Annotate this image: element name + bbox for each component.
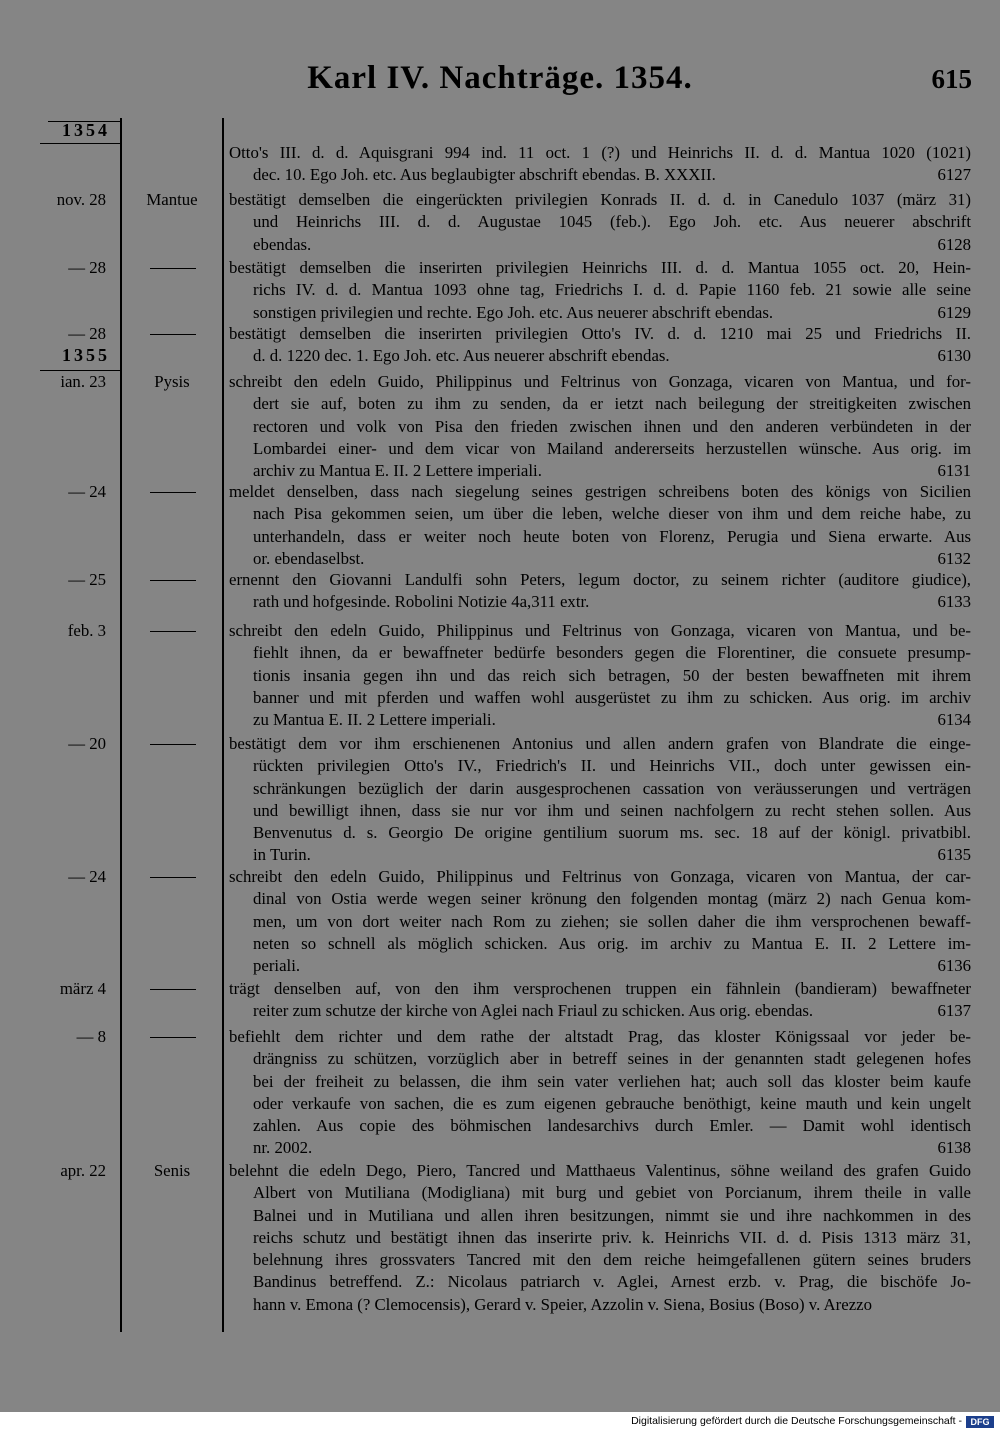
entry-date: — 24 — [68, 482, 106, 501]
entry-line-text: bestätigt dem vor ihm erschienenen Antonius und allen andern grafen von Blandrate die einge- — [229, 734, 971, 753]
place-ditto-dash — [150, 877, 196, 878]
entry-date: — 28 — [68, 258, 106, 277]
entry-line — [229, 1071, 971, 1093]
entry-date: — 25 — [68, 570, 106, 589]
entry-date: märz 4 — [59, 979, 106, 998]
regest-number: 6129 — [937, 302, 971, 322]
entry-line-text: bestätigt demselben die inserirten privilegien Otto's IV. d. d. 1210 mai 25 und Friedrichs II. — [229, 324, 971, 343]
entry-line — [229, 548, 971, 570]
entry-line-text: nr. 2002. — [253, 1138, 313, 1158]
entry-line — [229, 778, 971, 800]
entry-line — [229, 234, 971, 256]
entry-text — [229, 142, 971, 187]
entry-line-text: bestätigt demselben die inserirten privilegien Heinrichs III. d. d. Mantua 1055 oct. 20, Hein- — [229, 258, 971, 277]
entry-line-text: rectoren und volk von Pisa den frieden zwischen ihnen und den anderen verbündeten in der — [253, 416, 971, 436]
entry-line — [229, 1137, 971, 1159]
entry-line-text: und Heinrichs III. d. d. Augustae 1045 (feb.). Ego Joh. etc. Aus neuerer abschrift — [253, 212, 971, 232]
entry-text — [229, 323, 971, 368]
entry-line — [229, 1048, 971, 1070]
place-ditto-dash — [150, 989, 196, 990]
entry-text — [229, 978, 971, 1023]
entry-line-text: men, um von dort weiter nach Rom zu ziehen; sie sollen daher die ihm versprochenen bewaff- — [253, 911, 971, 931]
column-rule-left — [120, 118, 122, 1332]
entry-line-text: schränkungen bezüglich der darin ausgesprochenen cassation von veräusserungen und verträgen — [253, 778, 971, 798]
entry-line — [229, 733, 971, 755]
entry-line — [229, 503, 971, 525]
place-ditto-dash — [150, 492, 196, 493]
entry-text — [229, 1160, 971, 1316]
entry-line-text: tionis insania gegen ihn und das reich sich betragen, 50 der besten bewaffneten mit ihrem — [253, 665, 971, 685]
year-label-1355: 1355 — [62, 345, 110, 365]
page-number: 615 — [931, 64, 972, 94]
entry-place: Pysis — [154, 372, 190, 391]
entry-line-text: Benvenutus d. s. Georgio De origine gentilium suorum ms. sec. 18 auf der königl. privatbibl. — [253, 823, 971, 843]
entry-line — [229, 1227, 971, 1249]
entry-line-text: reiter zum schutze der kirche von Aglei nach Friaul zu schicken. Aus orig. ebendas. — [253, 1001, 814, 1021]
entry-line — [229, 438, 971, 460]
footer-credit: Digitalisierung gefördert durch die Deutsche Forschungsgemeinschaft - — [631, 1415, 962, 1427]
entry-date: apr. 22 — [60, 1161, 106, 1180]
entry-line — [229, 866, 971, 888]
entry-line — [229, 460, 971, 482]
regest-number: 6128 — [937, 234, 971, 254]
entry-line-text: fiehlt ihnen, da er bewaffneter bedürfe besonders gegen die Florentiner, die consuete presump- — [253, 643, 971, 663]
regest-number: 6135 — [937, 845, 971, 865]
year-underline — [40, 143, 120, 144]
entry-line-text: dinal von Ostia werde wegen seiner krönung den folgenden montag (märz 2) nach Genua kom- — [253, 889, 971, 909]
entry-line-text: rückten privilegien Otto's IV., Friedrich's II. und Heinrichs VII., doch unter gewissen ein- — [253, 756, 971, 776]
entry-line-text: belehnung ihres grossvaters Tancred mit den dem reiche heimgefallenen gütern seines bruders — [253, 1250, 971, 1270]
entry-line — [229, 1160, 971, 1182]
dfg-logo: DFG — [966, 1416, 994, 1428]
entry-line — [229, 189, 971, 211]
entry-line — [229, 755, 971, 777]
entry-line-text: dec. 10. Ego Joh. etc. Aus beglaubigter abschrift ebendas. B. XXXII. — [253, 165, 716, 185]
entry-line-text: Balnei und in Mutiliana und allen ihren besitzungen, nimmt sie und ihre nachkommen in des — [253, 1205, 971, 1225]
entry-line-text: neten so schnell als möglich schicken. Aus orig. im archiv zu Mantua E. II. 2 Lettere im- — [253, 933, 971, 953]
entry-line — [229, 142, 971, 164]
place-ditto-dash — [150, 1037, 196, 1038]
entry-line-text: Otto's III. d. d. Aquisgrani 994 ind. 11 oct. 1 (?) und Heinrichs II. d. d. Mantua 1020 (1021) — [229, 143, 971, 162]
entry-place: Senis — [153, 1161, 191, 1180]
entry-line — [229, 164, 971, 186]
regest-number: 6132 — [937, 548, 971, 568]
entry-line — [229, 1205, 971, 1227]
entry-line — [229, 211, 971, 233]
entry-line — [229, 955, 971, 977]
entry-line-text: in Turin. — [253, 845, 311, 865]
entry-date: — 20 — [68, 734, 106, 753]
entry-line — [229, 822, 971, 844]
entry-text — [229, 189, 971, 256]
entry-line — [229, 526, 971, 548]
entry-line-text: sonstigen privilegien und rechte. Ego Joh. etc. Aus neuerer abschrift ebendas. — [253, 302, 774, 322]
entry-line — [229, 888, 971, 910]
entry-line — [229, 687, 971, 709]
entry-line — [229, 1115, 971, 1137]
entry-line — [229, 371, 971, 393]
entry-date: feb. 3 — [67, 621, 106, 640]
entry-line — [229, 416, 971, 438]
entry-line — [229, 800, 971, 822]
entry-line — [229, 642, 971, 664]
entry-line-text: hann v. Emona (? Clemocensis), Gerard v. Speier, Azzolin v. Siena, Bosius (Boso) v. Arezzo — [253, 1294, 872, 1314]
entry-place: Mantue — [146, 190, 198, 209]
entry-line-text: Lombardei einer- und dem vicar von Mailand andererseits herzustellen wünsche. Aus orig. im — [253, 438, 971, 458]
entry-line-text: unterhandeln, dass er weiter noch heute boten von Florenz, Perugia und Siena erwarte. Aus — [253, 526, 971, 546]
entry-line-text: rath und hofgesinde. Robolini Notizie 4a,311 extr. — [253, 592, 590, 612]
entry-line-text: meldet denselben, dass nach siegelung seines gestrigen schreibens boten des königs von Sicilien — [229, 482, 971, 501]
entry-line-text: bei der freiheit zu belassen, die ihm sein vater verliehen hat; auch soll das kloster beim kaufe — [253, 1071, 971, 1091]
regest-number: 6133 — [937, 592, 971, 612]
regest-number: 6137 — [937, 1001, 971, 1021]
entry-line-text: und bewilligt ihnen, dass sie nur vor ihm und seinen nachfolgern zu recht stehen sollen. Aus — [253, 800, 971, 820]
entry-date: nov. 28 — [56, 190, 106, 209]
entry-line — [229, 302, 971, 324]
entry-line — [229, 911, 971, 933]
entry-line — [229, 709, 971, 731]
entry-line — [229, 1026, 971, 1048]
place-ditto-dash — [150, 744, 196, 745]
entry-line-text: d. d. 1220 dec. 1. Ego Joh. etc. Aus neuerer abschrift ebendas. — [253, 346, 670, 366]
place-ditto-dash — [150, 631, 196, 632]
entry-date: ian. 23 — [60, 372, 106, 391]
entry-text — [229, 1026, 971, 1160]
place-ditto-dash — [150, 268, 196, 269]
entry-line-text: trägt denselben auf, von den ihm versprochenen truppen ein fähnlein (bandieram) bewaffneter — [229, 979, 971, 998]
entry-line — [229, 933, 971, 955]
entry-line-text: Albert von Mutiliana (Modigliana) mit burg und gebiet von Porcianum, ihrem theile in valle — [253, 1183, 971, 1203]
regest-number: 6134 — [937, 710, 971, 730]
entry-line — [229, 665, 971, 687]
running-head-title: Karl IV. Nachträge. 1354. — [307, 60, 693, 96]
entry-text — [229, 733, 971, 867]
entry-text — [229, 620, 971, 731]
entry-line-text: schreibt den edeln Guido, Philippinus und Feltrinus von Gonzaga, vicaren von Mantua, der car- — [229, 867, 971, 886]
column-rule-right — [222, 118, 224, 1332]
regest-number: 6136 — [937, 956, 971, 976]
entry-text — [229, 481, 971, 570]
entry-line-text: bestätigt demselben die eingerückten privilegien Konrads II. d. d. in Canedulo 1037 (märz 31) — [229, 190, 971, 209]
regest-number: 6130 — [937, 346, 971, 366]
entry-line-text: banner und mit pferden und waffen wohl ausgerüstet zu ihm zu schicken. Aus orig. im archiv — [253, 687, 971, 707]
place-ditto-dash — [150, 334, 196, 335]
entry-line-text: befiehlt dem richter und dem rathe der altstadt Prag, das kloster Königssaal vor jeder be- — [229, 1027, 971, 1046]
entry-line — [229, 1294, 971, 1316]
entry-line-text: zu Mantua E. II. 2 Lettere imperiali. — [253, 710, 496, 730]
entry-line — [229, 1182, 971, 1204]
regest-number: 6131 — [937, 461, 971, 481]
entry-line — [229, 1249, 971, 1271]
entry-text — [229, 569, 971, 614]
regest-number: 6138 — [937, 1138, 971, 1158]
entry-line — [229, 481, 971, 503]
entry-text — [229, 866, 971, 977]
entry-line-text: zahlen. Aus copie des böhmischen landesarchivs durch Emler. — Damit wohl identisch — [253, 1116, 971, 1136]
entry-line — [229, 393, 971, 415]
entry-line-text: Bandinus betreffend. Z.: Nicolaus patriarch v. Aglei, Arnest erzb. v. Prag, die bischöfe Jo- — [253, 1272, 971, 1292]
entry-line-text: schreibt den edeln Guido, Philippinus und Feltrinus von Gonzaga, vicaren von Mantua, und for- — [229, 372, 971, 391]
entry-line — [229, 620, 971, 642]
entry-line-text: periali. — [253, 956, 301, 976]
entry-line — [229, 257, 971, 279]
entry-line — [229, 345, 971, 367]
entry-line-text: dert sie auf, boten zu ihm zu senden, da er ietzt nach beilegung der streitigkeiten zwischen — [253, 394, 971, 414]
entry-line-text: richs IV. d. d. Mantua 1093 ohne tag, Friedrichs I. d. d. Papie 1160 feb. 21 sowie alle seine — [253, 280, 971, 300]
entry-line-text: reichs schutz und bestätigt ihnen das inserirte priv. k. Heinrichs VII. d. d. Pisis 1313 märz 31, — [253, 1227, 971, 1247]
entry-line — [229, 978, 971, 1000]
entry-line-text: oder verkaufe von sachen, die es zum eigenen gebrauche benöthigt, keine mauth und kein ungelt — [253, 1093, 971, 1113]
footer-bar — [0, 1412, 1000, 1432]
entry-line — [229, 1093, 971, 1115]
entry-line-text: schreibt den edeln Guido, Philippinus und Feltrinus von Gonzaga, vicaren von Mantua, und be- — [229, 621, 971, 640]
entry-line-text: nach Pisa gekommen seien, um über die leben, welche dieser von ihm und dem reiche habe, zu — [253, 504, 971, 524]
entry-line — [229, 569, 971, 591]
entry-line — [229, 591, 971, 613]
entry-line — [229, 844, 971, 866]
entry-line-text: belehnt die edeln Dego, Piero, Tancred und Matthaeus Valentinus, söhne weiland des grafen Guido — [229, 1161, 971, 1180]
entry-line-text: drängniss zu schützen, vorzüglich aber in betreff seines in der genannten stadt gelegenen hofes — [253, 1049, 971, 1069]
entry-date: — 28 — [68, 324, 106, 343]
entry-line-text: or. ebendaselbst. — [253, 548, 365, 568]
entry-line-text: ebendas. — [253, 234, 312, 254]
entry-line-text: ernennt den Giovanni Landulfi sohn Peters, legum doctor, zu seinem richter (auditore giudice), — [229, 570, 971, 589]
entry-line — [229, 279, 971, 301]
entry-line — [229, 1271, 971, 1293]
place-ditto-dash — [150, 580, 196, 581]
entry-line-text: archiv zu Mantua E. II. 2 Lettere imperiali. — [253, 461, 542, 481]
entry-date: — 8 — [76, 1027, 106, 1046]
entry-line — [229, 323, 971, 345]
entry-text — [229, 371, 971, 482]
year-label-1354: 1354 — [62, 120, 110, 140]
entry-text — [229, 257, 971, 324]
entry-line — [229, 1000, 971, 1022]
regest-number: 6127 — [937, 165, 971, 185]
entry-date: — 24 — [68, 867, 106, 886]
